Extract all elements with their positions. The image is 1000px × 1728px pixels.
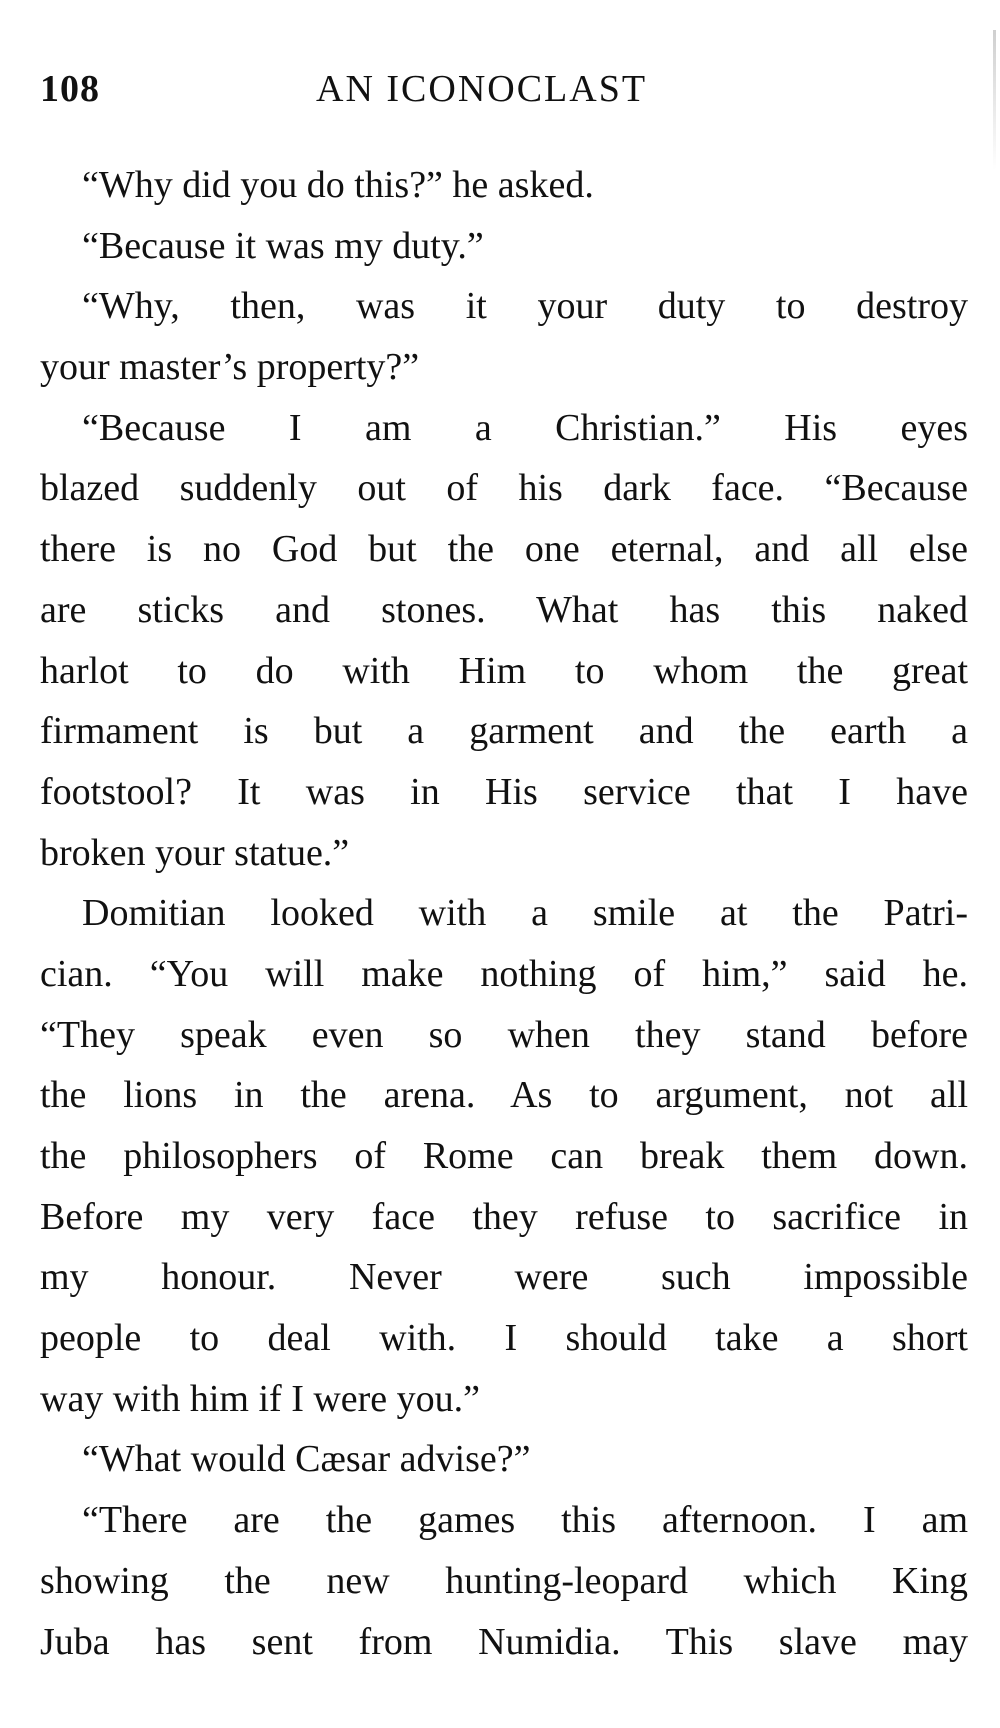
text-line: the philosophers of Rome can break them down.	[40, 1135, 968, 1177]
text-line: Juba has sent from Numidia. This slave may	[40, 1620, 968, 1663]
text-line: footstool? It was in His service that I have	[40, 770, 968, 813]
text-line: your master’s property?”	[40, 346, 420, 389]
text-line: cian. “You will make nothing of him,” said he.	[40, 952, 968, 995]
text-line: firmament is but a garment and the earth a	[40, 710, 968, 753]
text-line: broken your statue.”	[40, 831, 350, 874]
text-line: “They speak even so when they stand before	[40, 1013, 968, 1056]
text-line: showing the new hunting-leopard which King	[40, 1559, 968, 1602]
page-edge-shadow	[993, 30, 996, 170]
page-number: 108	[40, 68, 100, 110]
text-line: people to deal with. I should take a short	[40, 1317, 968, 1360]
text-line: my honour. Never were such impossible	[40, 1256, 968, 1299]
text-line: Before my very face they refuse to sacrifice in	[40, 1195, 968, 1238]
text-line: there is no God but the one eternal, and all else	[40, 528, 968, 571]
body-text	[40, 155, 968, 1672]
text-line: way with him if I were you.”	[40, 1377, 481, 1420]
text-line: the lions in the arena. As to argument, not all	[40, 1074, 968, 1117]
page-header	[40, 64, 948, 114]
text-line: “What would Cæsar advise?”	[82, 1438, 531, 1481]
text-line: harlot to do with Him to whom the great	[40, 649, 968, 692]
text-line: Domitian looked with a smile at the Patri-	[82, 892, 968, 935]
text-line: blazed suddenly out of his dark face. “Because	[40, 467, 968, 510]
text-line: “Why did you do this?” he asked.	[82, 164, 594, 206]
text-line: “There are the games this afternoon. I am	[82, 1499, 968, 1542]
text-line: are sticks and stones. What has this naked	[40, 588, 968, 631]
text-line: “Because it was my duty.”	[82, 224, 484, 267]
text-line: “Because I am a Christian.” His eyes	[82, 406, 968, 449]
text-line: “Why, then, was it your duty to destroy	[82, 285, 968, 328]
running-head: AN ICONOCLAST	[316, 68, 648, 110]
